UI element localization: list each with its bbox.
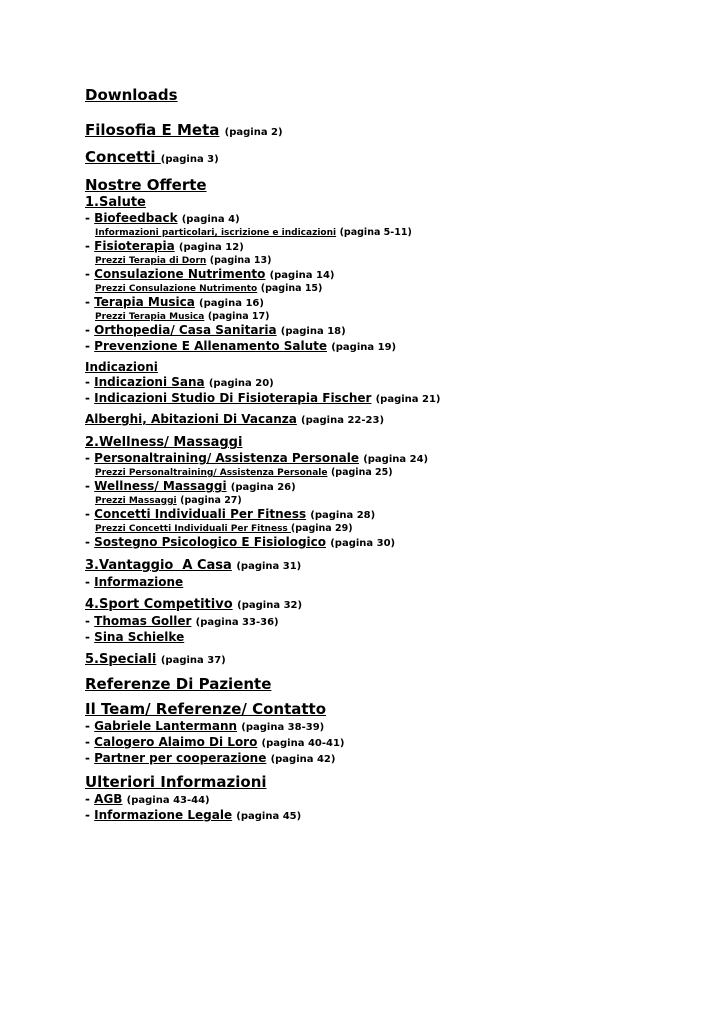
sostegno-link[interactable]: Sostegno Psicologico E Fisiologico <box>94 535 327 549</box>
page-ref: (pagina 31) <box>236 561 302 572</box>
partner-link[interactable]: Partner per cooperazione <box>94 751 267 765</box>
list-item: - Orthopedia/ Casa Sanitaria (pagina 18) <box>85 323 346 337</box>
indicazioni-sana-link[interactable]: Indicazioni Sana <box>94 375 205 389</box>
page-ref: (pagina 18) <box>280 326 346 337</box>
filosofia-link[interactable]: Filosofia E Meta <box>85 121 220 139</box>
page-ref: (pagina 38-39) <box>241 722 325 733</box>
nutrimento-link[interactable]: Consulazione Nutrimento <box>94 267 266 281</box>
alberghi-link[interactable]: Alberghi, Abitazioni Di Vacanza <box>85 412 297 426</box>
alberghi-row <box>85 412 685 428</box>
page-ref: (pagina 20) <box>208 378 274 389</box>
offerte-heading: Nostre Offerte <box>85 176 207 194</box>
sport-row <box>85 597 685 614</box>
list-item: - Consulazione Nutrimento (pagina 14) <box>85 267 335 281</box>
list-item: - Indicazioni Studio Di Fisioterapia Fischer (pagina 21) <box>85 391 441 405</box>
sport-link[interactable]: 4.Sport Competitivo <box>85 597 233 612</box>
concetti-fitness-link[interactable]: Concetti Individuali Per Fitness <box>94 507 307 521</box>
list-item: - Thomas Goller (pagina 33-36) <box>85 614 279 628</box>
referenze-link[interactable]: Referenze Di Paziente <box>85 675 272 693</box>
referenze-row <box>85 675 685 694</box>
page-ref: (pagina 2) <box>224 127 283 138</box>
wellness-massaggi-link[interactable]: Wellness/ Massaggi <box>94 479 227 493</box>
list-item: - Wellness/ Massaggi (pagina 26) <box>85 479 296 493</box>
biofeedback-link[interactable]: Biofeedback <box>94 211 178 225</box>
page-ref: (pagina 14) <box>269 270 335 281</box>
sub-item <box>85 467 685 479</box>
informazione-link[interactable]: Informazione <box>94 575 184 589</box>
list-item: - Sina Schielke <box>85 630 185 644</box>
list-item: - AGB (pagina 43-44) <box>85 792 210 806</box>
page-ref: (pagina 4) <box>181 214 240 225</box>
list-item: - Sostegno Psicologico E Fisiologico (pagina 30) <box>85 535 396 549</box>
list-item: - Gabriele Lantermann (pagina 38-39) <box>85 719 325 733</box>
page-ref: (pagina 33-36) <box>195 617 279 628</box>
wellness-heading: 2.Wellness/ Massaggi <box>85 435 243 450</box>
page-ref: (pagina 26) <box>230 482 296 493</box>
prevenzione-link[interactable]: Prevenzione E Allenamento Salute <box>94 339 328 353</box>
table-of-contents <box>85 86 685 824</box>
prezzi-fitness-link[interactable]: Prezzi Concetti Individuali Per Fitness <box>95 524 291 534</box>
sub-item <box>85 311 685 323</box>
page-ref: (pagina 29) <box>290 523 353 534</box>
list-item: - Prevenzione E Allenamento Salute (pagina 19) <box>85 339 397 353</box>
vantaggio-row <box>85 558 685 575</box>
orthopedia-link[interactable]: Orthopedia/ Casa Sanitaria <box>94 323 277 337</box>
team-link[interactable]: Il Team/ Referenze/ Contatto <box>85 700 327 718</box>
list-item: - Indicazioni Sana (pagina 20) <box>85 375 274 389</box>
ulteriori-row <box>85 773 685 792</box>
personaltraining-link[interactable]: Personaltraining/ Assistenza Personale <box>94 451 360 465</box>
page-ref: (pagina 32) <box>237 600 303 611</box>
thomas-goller-link[interactable]: Thomas Goller <box>94 614 192 628</box>
prezzi-nutrimento-link[interactable]: Prezzi Consulazione Nutrimento <box>95 284 258 294</box>
agb-link[interactable]: AGB <box>94 792 123 806</box>
gabriele-link[interactable]: Gabriele Lantermann <box>94 719 238 733</box>
prezzi-massaggi-link[interactable]: Prezzi Massaggi <box>95 496 177 506</box>
page-ref: (pagina 30) <box>330 538 396 549</box>
salute-heading: 1.Salute <box>85 195 146 210</box>
page-ref: (pagina 15) <box>260 283 323 294</box>
indicazioni-fischer-link[interactable]: Indicazioni Studio Di Fisioterapia Fischer <box>94 391 372 405</box>
ulteriori-link[interactable]: Ulteriori Informazioni <box>85 773 267 791</box>
page-ref: (pagina 45) <box>236 811 302 822</box>
filosofia-row <box>85 121 685 142</box>
sub-item <box>85 283 685 295</box>
speciali-row <box>85 652 685 669</box>
indicazioni-heading: Indicazioni <box>85 360 158 374</box>
list-item: - Concetti Individuali Per Fitness (pagina 28) <box>85 507 376 521</box>
page-ref: (pagina 27) <box>180 495 242 506</box>
page-ref: (pagina 43-44) <box>126 795 210 806</box>
sina-schielke-link[interactable]: Sina Schielke <box>94 630 185 644</box>
prezzi-musica-link[interactable]: Prezzi Terapia Musica <box>95 312 205 322</box>
page-ref: (pagina 21) <box>375 394 441 405</box>
list-item: - Informazione Legale (pagina 45) <box>85 808 302 822</box>
page-ref: (pagina 42) <box>270 754 336 765</box>
speciali-link[interactable]: 5.Speciali <box>85 652 157 667</box>
list-item: - Personaltraining/ Assistenza Personale (pagina 24) <box>85 451 429 465</box>
page-ref: (pagina 5-11) <box>339 227 412 238</box>
sub-item <box>85 495 685 507</box>
page-ref: (pagina 24) <box>363 454 429 465</box>
concetti-link[interactable]: Concetti <box>85 148 161 166</box>
informazioni-link[interactable]: Informazioni particolari, iscrizione e indicazioni <box>95 228 337 238</box>
page-ref: (pagina 22-23) <box>301 415 385 426</box>
sub-item <box>85 255 685 267</box>
list-item: - Calogero Alaimo Di Loro (pagina 40-41) <box>85 735 345 749</box>
sub-item <box>85 227 685 239</box>
page-ref: (pagina 3) <box>160 154 219 165</box>
page-ref: (pagina 28) <box>310 510 376 521</box>
list-item: - Partner per cooperazione (pagina 42) <box>85 751 336 765</box>
page-ref: (pagina 40-41) <box>261 738 345 749</box>
list-item: - Fisioterapia (pagina 12) <box>85 239 244 253</box>
list-item: - Terapia Musica (pagina 16) <box>85 295 264 309</box>
page-ref: (pagina 12) <box>178 242 244 253</box>
team-row <box>85 700 685 719</box>
page-ref: (pagina 13) <box>209 255 272 266</box>
list-item: - Informazione <box>85 575 184 589</box>
calogero-link[interactable]: Calogero Alaimo Di Loro <box>94 735 258 749</box>
list-item: - Biofeedback (pagina 4) <box>85 211 240 225</box>
prezzi-personaltraining-link[interactable]: Prezzi Personaltraining/ Assistenza Personale <box>95 468 328 478</box>
page-ref: (pagina 16) <box>199 298 264 309</box>
page-ref: (pagina 19) <box>331 342 397 353</box>
informazione-legale-link[interactable]: Informazione Legale <box>94 808 233 822</box>
fisioterapia-link[interactable]: Fisioterapia <box>94 239 175 253</box>
sub-item <box>85 523 685 535</box>
page-ref: (pagina 25) <box>330 467 393 478</box>
prezzi-dorn-link[interactable]: Prezzi Terapia di Dorn <box>95 256 207 266</box>
concetti-row <box>85 148 685 169</box>
page-ref: (pagina 17) <box>207 311 270 322</box>
vantaggio-link[interactable]: 3.Vantaggio A Casa <box>85 558 232 573</box>
downloads-heading: Downloads <box>85 86 178 104</box>
terapia-musica-link[interactable]: Terapia Musica <box>94 295 195 309</box>
page-ref: (pagina 37) <box>160 655 226 666</box>
